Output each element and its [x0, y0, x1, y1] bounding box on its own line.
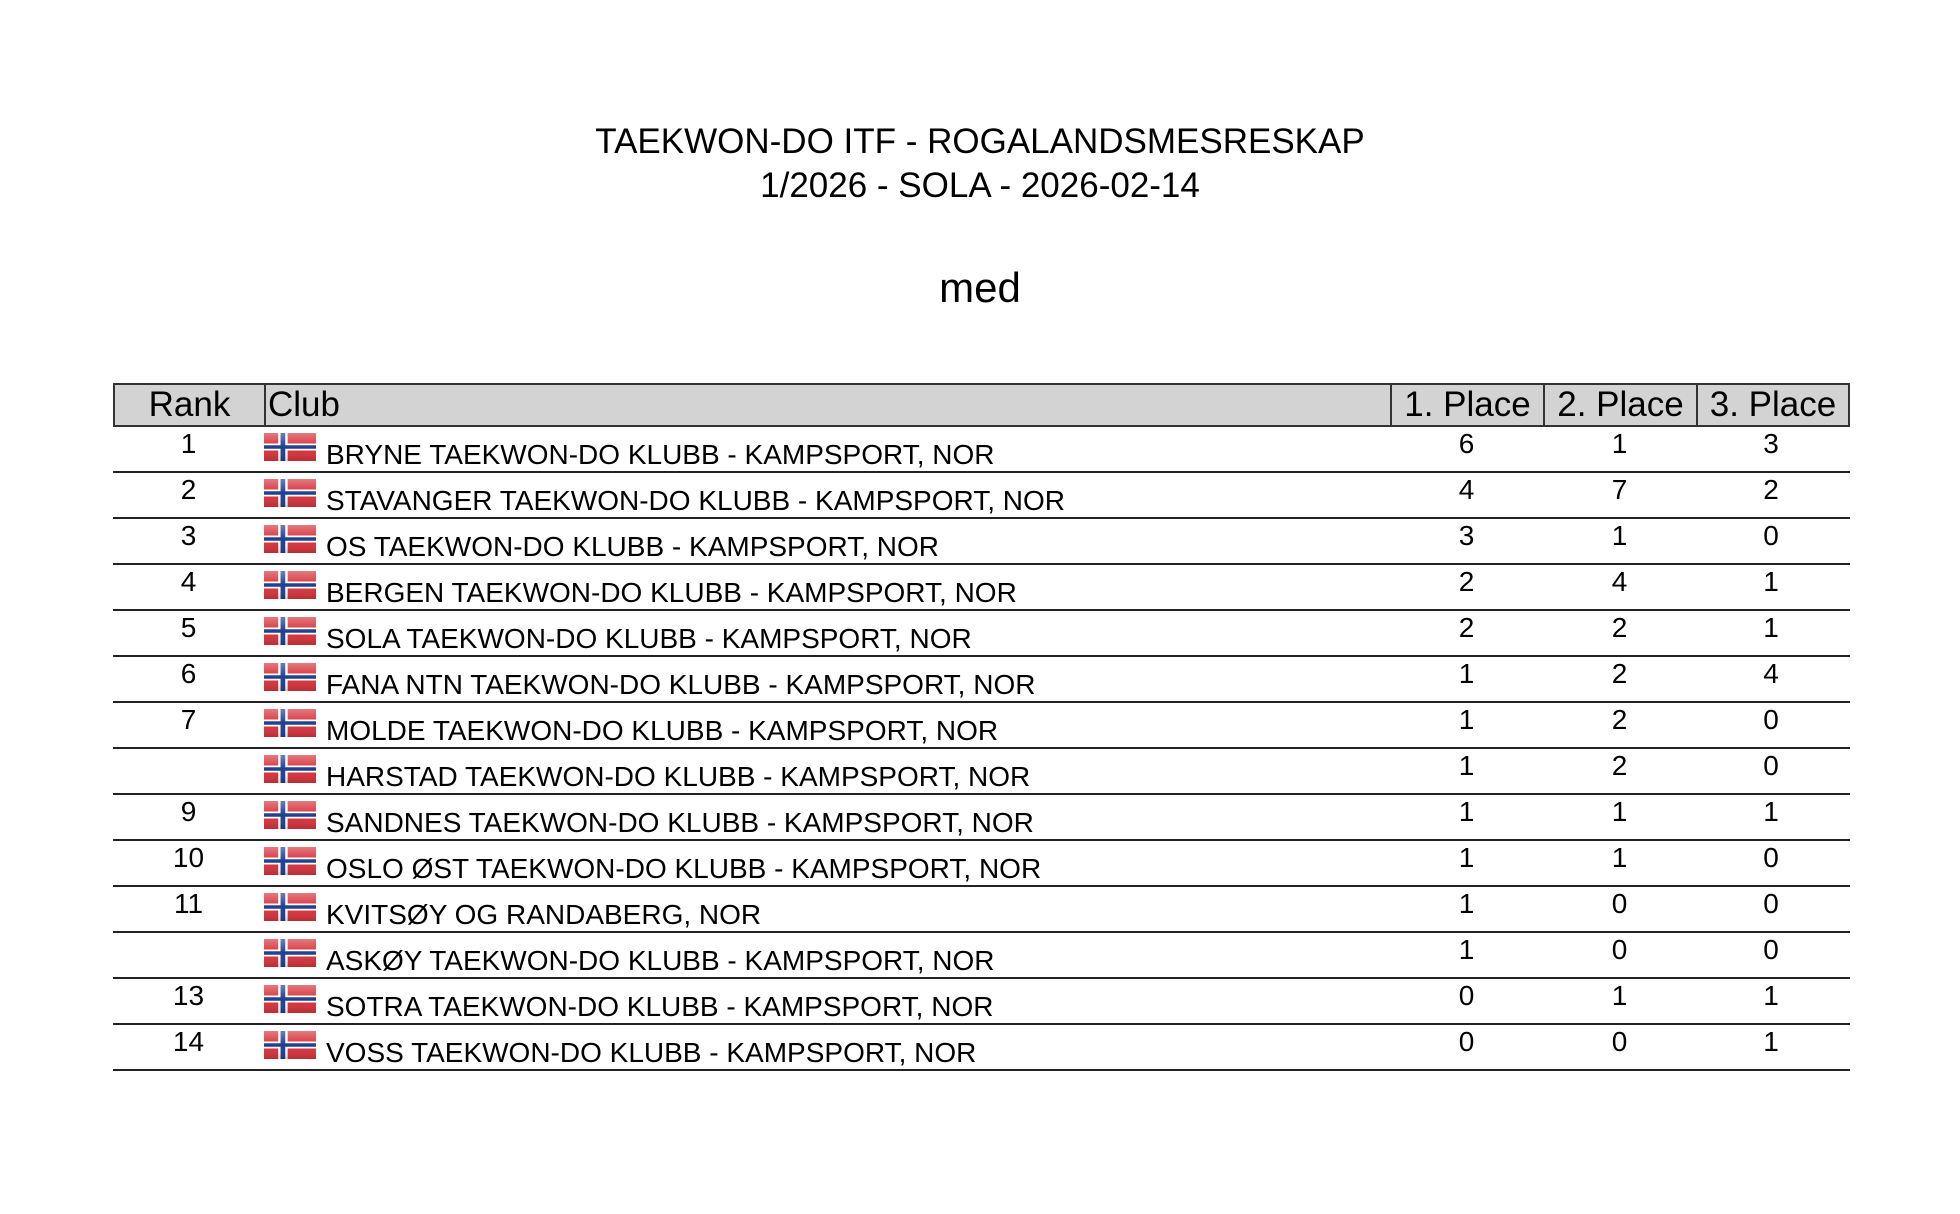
club-name: MOLDE TAEKWON-DO KLUBB - KAMPSPORT, NOR	[326, 715, 999, 746]
first-place-count: 0	[1458, 1026, 1475, 1057]
norway-flag-icon	[264, 709, 316, 737]
third-place-count: 1	[1763, 796, 1779, 827]
club-cell	[264, 519, 1390, 563]
norway-flag-icon	[264, 985, 316, 1013]
club-cell	[264, 703, 1390, 747]
first-place-count: 1	[1458, 658, 1475, 689]
rank-cell: 13	[172, 980, 205, 1011]
second-place-count: 1	[1611, 428, 1628, 459]
table-row	[113, 841, 1850, 887]
third-place-count: 3	[1763, 428, 1779, 459]
table-row	[113, 749, 1850, 795]
third-place-count: 4	[1763, 658, 1779, 689]
third-place-count: 1	[1763, 612, 1779, 643]
table-row	[113, 1025, 1850, 1071]
norway-flag-icon	[264, 893, 316, 921]
first-place-count: 0	[1458, 980, 1475, 1011]
rank-cell: 5	[180, 612, 197, 643]
second-place-count: 1	[1611, 796, 1628, 827]
medal-table	[113, 383, 1850, 1071]
table-row	[113, 473, 1850, 519]
norway-flag-icon	[264, 617, 316, 645]
norway-flag-icon	[264, 801, 316, 829]
club-name: ASKØY TAEKWON-DO KLUBB - KAMPSPORT, NOR	[326, 945, 995, 976]
second-place-count: 2	[1611, 704, 1628, 735]
second-place-count: 0	[1611, 1026, 1628, 1057]
table-row	[113, 795, 1850, 841]
rank-cell: 6	[180, 658, 197, 689]
table-row	[113, 657, 1850, 703]
rank-cell	[113, 933, 264, 977]
table-body	[113, 427, 1850, 1071]
club-cell	[264, 933, 1390, 977]
club-name: KVITSØY OG RANDABERG, NOR	[326, 899, 762, 930]
club-cell	[264, 979, 1390, 1023]
club-name: FANA NTN TAEKWON-DO KLUBB - KAMPSPORT, NOR	[326, 669, 1036, 700]
first-place-count: 1	[1458, 750, 1475, 781]
first-place-count: 1	[1458, 934, 1475, 965]
column-header-rank: Rank	[115, 385, 266, 425]
second-place-count: 1	[1611, 842, 1628, 873]
second-place-count: 7	[1611, 474, 1628, 505]
first-place-count: 1	[1458, 796, 1475, 827]
rank-cell: 1	[180, 428, 197, 459]
club-name: HARSTAD TAEKWON-DO KLUBB - KAMPSPORT, NOR	[326, 761, 1031, 792]
rank-cell: 4	[180, 566, 197, 597]
second-place-count: 1	[1611, 980, 1628, 1011]
club-cell	[264, 1025, 1390, 1069]
column-header-first-place: 1. Place	[1392, 385, 1545, 425]
second-place-count: 2	[1611, 750, 1628, 781]
first-place-count: 1	[1458, 842, 1475, 873]
club-cell	[264, 565, 1390, 609]
rank-cell: 9	[180, 796, 197, 827]
club-cell	[264, 427, 1390, 471]
club-cell	[264, 887, 1390, 931]
second-place-count: 0	[1611, 934, 1628, 965]
third-place-count: 1	[1763, 980, 1779, 1011]
table-row	[113, 611, 1850, 657]
rank-cell: 11	[173, 888, 204, 919]
table-row	[113, 519, 1850, 565]
table-header	[113, 383, 1850, 427]
norway-flag-icon	[264, 755, 316, 783]
second-place-count: 2	[1611, 658, 1628, 689]
first-place-count: 4	[1458, 474, 1475, 505]
norway-flag-icon	[264, 847, 316, 875]
club-name: SANDNES TAEKWON-DO KLUBB - KAMPSPORT, NOR	[326, 807, 1034, 838]
norway-flag-icon	[264, 939, 316, 967]
norway-flag-icon	[264, 479, 316, 507]
rank-cell: 3	[180, 520, 197, 551]
club-name: STAVANGER TAEKWON-DO KLUBB - KAMPSPORT, NOR	[326, 485, 1066, 516]
third-place-count: 0	[1763, 842, 1779, 873]
column-header-second-place: 2. Place	[1545, 385, 1698, 425]
norway-flag-icon	[264, 1031, 316, 1059]
club-cell	[264, 841, 1390, 885]
third-place-count: 0	[1763, 750, 1779, 781]
club-cell	[264, 473, 1390, 517]
rank-cell: 14	[172, 1026, 205, 1057]
club-name: BERGEN TAEKWON-DO KLUBB - KAMPSPORT, NOR	[326, 577, 1017, 608]
club-cell	[264, 657, 1390, 701]
first-place-count: 6	[1458, 428, 1475, 459]
table-row	[113, 933, 1850, 979]
table-row	[113, 979, 1850, 1025]
club-cell	[264, 749, 1390, 793]
first-place-count: 2	[1458, 566, 1475, 597]
document-title: TAEKWON-DO ITF - ROGALANDSMESRESKAP	[595, 122, 1365, 161]
club-cell	[264, 611, 1390, 655]
first-place-count: 3	[1458, 520, 1475, 551]
table-row	[113, 703, 1850, 749]
first-place-count: 1	[1458, 888, 1475, 919]
club-name: VOSS TAEKWON-DO KLUBB - KAMPSPORT, NOR	[326, 1037, 977, 1068]
club-name: OSLO ØST TAEKWON-DO KLUBB - KAMPSPORT, NOR	[326, 853, 1042, 884]
column-header-third-place: 3. Place	[1709, 385, 1837, 424]
norway-flag-icon	[264, 433, 316, 461]
event-subtitle: 1/2026 - SOLA - 2026-02-14	[760, 166, 1200, 205]
club-cell	[264, 795, 1390, 839]
third-place-count: 0	[1763, 520, 1779, 551]
third-place-count: 2	[1763, 474, 1779, 505]
club-name: BRYNE TAEKWON-DO KLUBB - KAMPSPORT, NOR	[326, 439, 995, 470]
norway-flag-icon	[264, 525, 316, 553]
third-place-count: 1	[1763, 1026, 1779, 1057]
rank-cell	[113, 749, 264, 793]
table-row	[113, 565, 1850, 611]
norway-flag-icon	[264, 663, 316, 691]
first-place-count: 1	[1458, 704, 1475, 735]
table-row	[113, 887, 1850, 933]
section-title: med	[939, 264, 1021, 311]
rank-cell: 2	[180, 474, 197, 505]
rank-cell: 10	[172, 842, 205, 873]
rank-cell: 7	[180, 704, 197, 735]
third-place-count: 0	[1763, 888, 1779, 919]
club-name: OS TAEKWON-DO KLUBB - KAMPSPORT, NOR	[326, 531, 939, 562]
second-place-count: 0	[1611, 888, 1628, 919]
norway-flag-icon	[264, 571, 316, 599]
first-place-count: 2	[1458, 612, 1475, 643]
third-place-count: 0	[1763, 934, 1779, 965]
column-header-club: Club	[266, 385, 1392, 425]
club-name: SOTRA TAEKWON-DO KLUBB - KAMPSPORT, NOR	[326, 991, 994, 1022]
club-name: SOLA TAEKWON-DO KLUBB - KAMPSPORT, NOR	[326, 623, 972, 654]
table-row	[113, 427, 1850, 473]
third-place-count: 0	[1763, 704, 1779, 735]
third-place-count: 1	[1763, 566, 1779, 597]
second-place-count: 1	[1611, 520, 1628, 551]
second-place-count: 2	[1611, 612, 1628, 643]
second-place-count: 4	[1611, 566, 1628, 597]
